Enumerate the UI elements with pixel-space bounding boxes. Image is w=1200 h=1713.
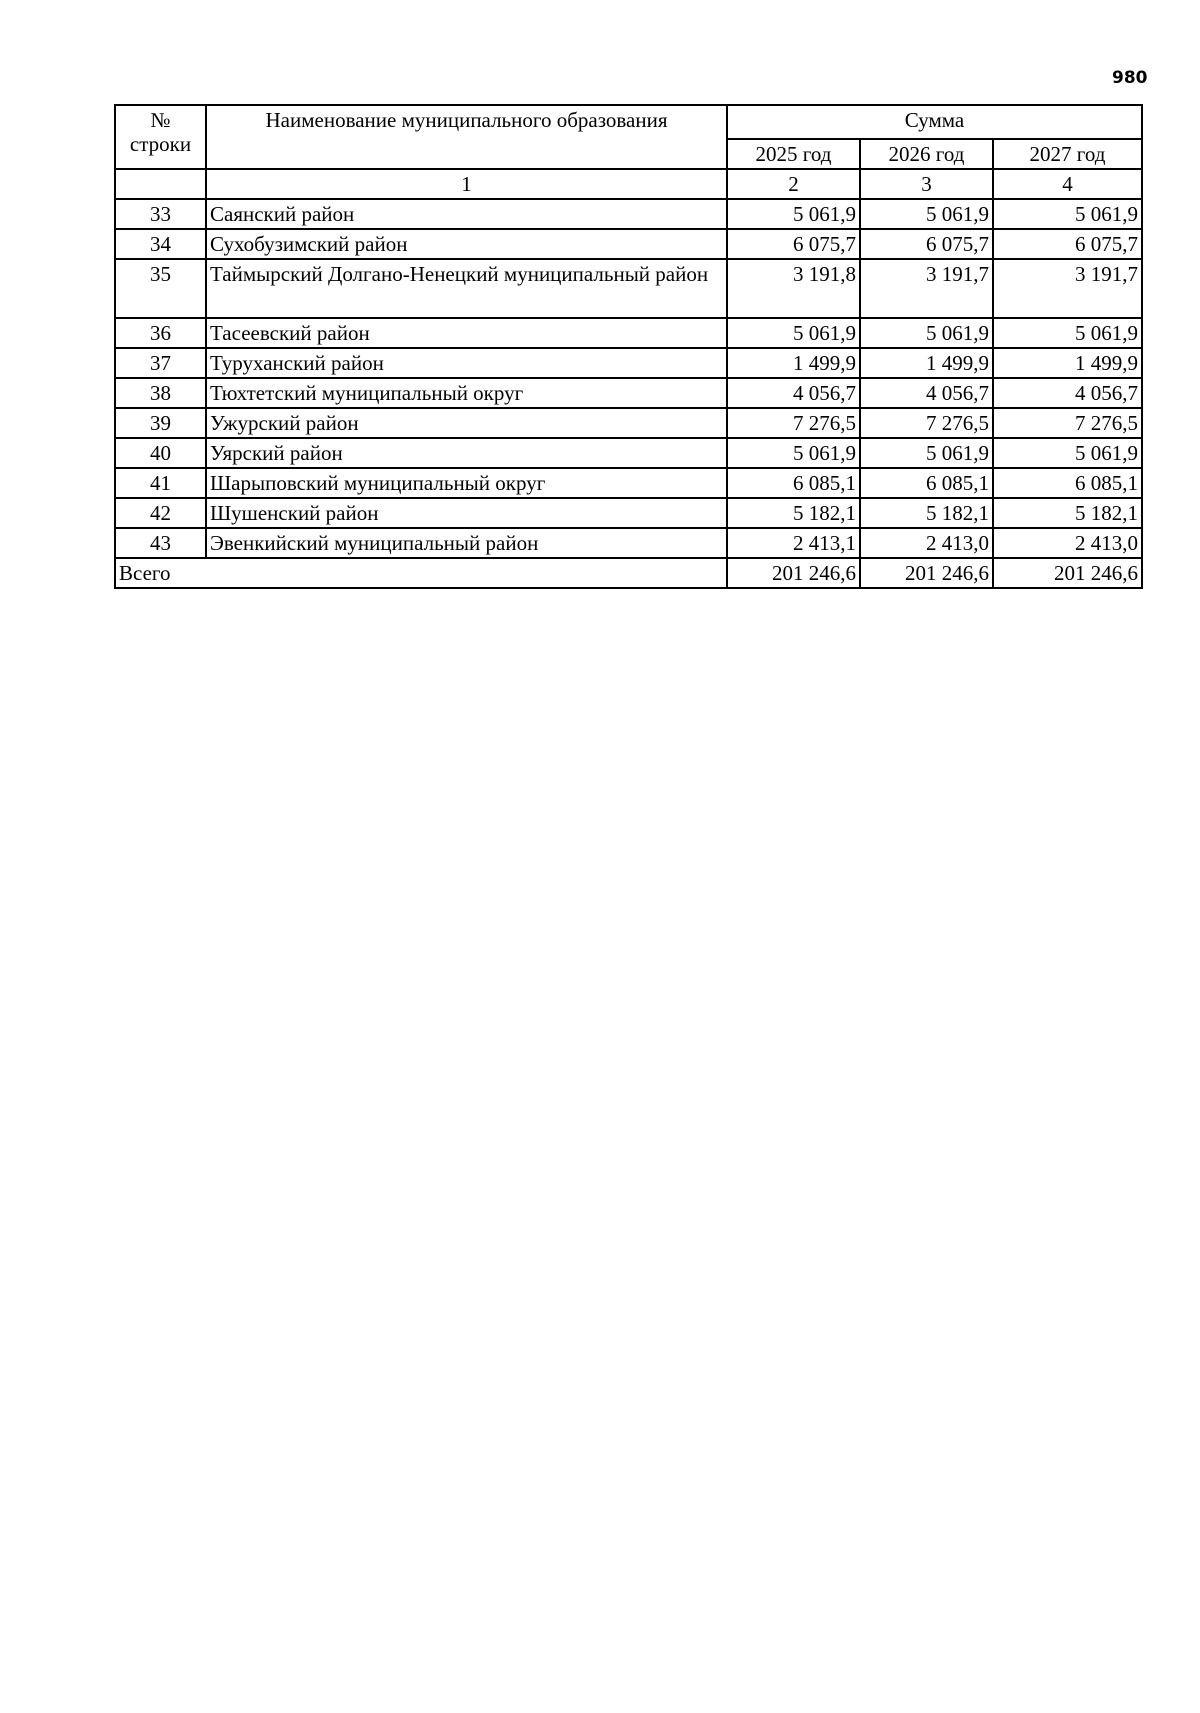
amount-2025: 5 061,9 — [727, 318, 860, 348]
amount-2026: 6 085,1 — [860, 468, 993, 498]
table-row — [115, 378, 1142, 408]
row-number: 40 — [115, 438, 206, 468]
row-number: 35 — [115, 259, 206, 318]
municipality-name: Шарыповский муниципальный округ — [206, 468, 727, 498]
table-header — [115, 105, 1142, 199]
amount-2026: 1 499,9 — [860, 348, 993, 378]
amount-2026: 5 061,9 — [860, 199, 993, 229]
table-row — [115, 259, 1142, 318]
amount-2025: 5 182,1 — [727, 498, 860, 528]
amount-2025: 5 061,9 — [727, 438, 860, 468]
table-row — [115, 348, 1142, 378]
municipality-name: Тасеевский район — [206, 318, 727, 348]
row-number: 41 — [115, 468, 206, 498]
column-index-cell: 3 — [860, 169, 993, 199]
table-row — [115, 408, 1142, 438]
amount-2025: 5 061,9 — [727, 199, 860, 229]
municipality-name: Туруханский район — [206, 348, 727, 378]
amount-2027: 6 085,1 — [993, 468, 1142, 498]
budget-table — [114, 104, 1143, 589]
amount-2025: 1 499,9 — [727, 348, 860, 378]
total-row — [115, 558, 1142, 588]
row-number: 42 — [115, 498, 206, 528]
table-body — [115, 199, 1142, 588]
table-row — [115, 199, 1142, 229]
municipality-name: Таймырский Долгано-Ненецкий муниципальный район — [206, 259, 727, 318]
header-sum: Сумма — [727, 105, 1142, 139]
amount-2027: 5 182,1 — [993, 498, 1142, 528]
amount-2027: 4 056,7 — [993, 378, 1142, 408]
header-row-number-line2: строки — [129, 132, 192, 157]
amount-2027: 5 061,9 — [993, 199, 1142, 229]
total-2025: 201 246,6 — [727, 558, 860, 588]
amount-2025: 2 413,1 — [727, 528, 860, 558]
amount-2027: 5 061,9 — [993, 438, 1142, 468]
amount-2026: 6 075,7 — [860, 229, 993, 259]
row-number: 38 — [115, 378, 206, 408]
amount-2025: 3 191,8 — [727, 259, 860, 318]
amount-2025: 6 075,7 — [727, 229, 860, 259]
amount-2027: 3 191,7 — [993, 259, 1142, 318]
row-number: 37 — [115, 348, 206, 378]
amount-2027: 5 061,9 — [993, 318, 1142, 348]
column-index-cell: 2 — [727, 169, 860, 199]
table-row — [115, 318, 1142, 348]
header-year-2025: 2025 год — [727, 139, 860, 169]
row-number: 43 — [115, 528, 206, 558]
column-index-cell: 4 — [993, 169, 1142, 199]
table-row — [115, 498, 1142, 528]
total-label: Всего — [115, 558, 727, 588]
amount-2027: 6 075,7 — [993, 229, 1142, 259]
amount-2026: 7 276,5 — [860, 408, 993, 438]
municipality-name: Эвенкийский муниципальный район — [206, 528, 727, 558]
amount-2026: 5 182,1 — [860, 498, 993, 528]
total-2026: 201 246,6 — [860, 558, 993, 588]
header-municipality-name: Наименование муниципального образования — [206, 105, 727, 169]
table-row — [115, 438, 1142, 468]
municipality-name: Ужурский район — [206, 408, 727, 438]
column-index-cell: 1 — [206, 169, 727, 199]
municipality-name: Сухобузимский район — [206, 229, 727, 259]
amount-2027: 7 276,5 — [993, 408, 1142, 438]
municipality-name: Тюхтетский муниципальный округ — [206, 378, 727, 408]
header-row-number — [115, 105, 206, 169]
table-row — [115, 229, 1142, 259]
header-year-2027: 2027 год — [993, 139, 1142, 169]
row-number: 34 — [115, 229, 206, 259]
row-number: 36 — [115, 318, 206, 348]
amount-2026: 2 413,0 — [860, 528, 993, 558]
amount-2025: 7 276,5 — [727, 408, 860, 438]
amount-2026: 4 056,7 — [860, 378, 993, 408]
amount-2027: 1 499,9 — [993, 348, 1142, 378]
amount-2025: 4 056,7 — [727, 378, 860, 408]
table-row — [115, 468, 1142, 498]
amount-2026: 3 191,7 — [860, 259, 993, 318]
amount-2026: 5 061,9 — [860, 438, 993, 468]
row-number: 33 — [115, 199, 206, 229]
table-row — [115, 528, 1142, 558]
amount-2025: 6 085,1 — [727, 468, 860, 498]
municipality-name: Шушенский район — [206, 498, 727, 528]
municipality-name: Уярский район — [206, 438, 727, 468]
page-number: 980 — [1112, 68, 1148, 88]
municipality-name: Саянский район — [206, 199, 727, 229]
amount-2027: 2 413,0 — [993, 528, 1142, 558]
amount-2026: 5 061,9 — [860, 318, 993, 348]
row-number: 39 — [115, 408, 206, 438]
total-2027: 201 246,6 — [993, 558, 1142, 588]
header-row-number-line1: № — [150, 108, 171, 132]
header-year-2026: 2026 год — [860, 139, 993, 169]
column-index-cell — [115, 169, 206, 199]
